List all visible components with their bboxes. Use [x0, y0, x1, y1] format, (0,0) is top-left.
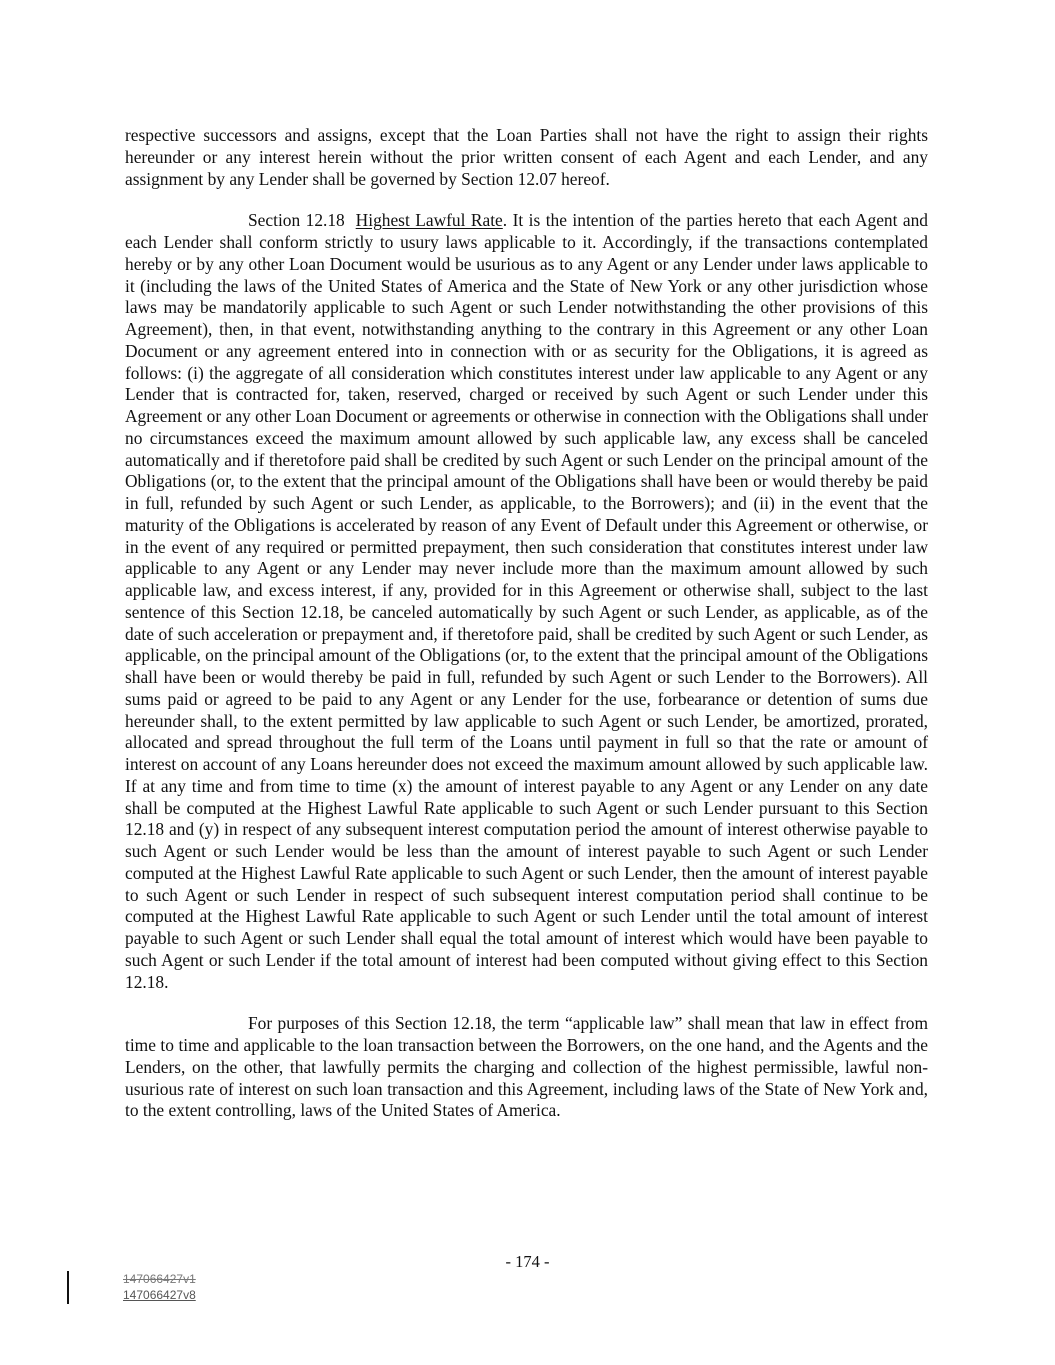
paragraph-applicable-law-definition: For purposes of this Section 12.18, the term “applicable law” shall mean that law in effect from time to time and applicable to the loan transaction between the Borrowers, on the one hand, and the Agents and the Lenders, on the other, that lawfully permits the charging and collection of the highest permissible, lawful non-usurious rate of interest on such loan transaction and this Agreement, including laws of the State of New York and, to the extent controlling, laws of the United States of America. — [125, 1013, 928, 1121]
section-title: Highest Lawful Rate — [355, 210, 503, 231]
page-body — [125, 125, 928, 1122]
section-body: . It is the intention of the parties hereto that each Agent and each Lender shall conform strictly to usury laws applicable to it. Accordingly, if the transactions contemplated hereby or by any other Loan Document would be usurious as to any Agent or any Lender under laws applicable to it (including the laws of the United States of America and the State of New York or any other jurisdiction whose laws may be mandatorily applicable to such Agent or such Lender notwithstanding the other provisions of this Agreement), then, in that event, notwithstanding anything to the contrary in this Agreement or any other Loan Document or any agreement entered into in connection with or as security for the Obligations, it is agreed as follows: (i) the aggregate of all consideration which constitutes interest under law applicable to any Agent or any Lender that is contracted for, taken, reserved, charged or received by such Agent or such Lender under this Agreement or any other Loan Document or agreements or otherwise in connection with the Obligations shall under no circumstances exceed the maximum amount allowed by such applicable law, any excess shall be canceled automatically and if theretofore paid shall be credited by such Agent or such Lender on the principal amount of the Obligations (or, to the extent that the principal amount of the Obligations shall have been or would thereby be paid in full, refunded by such Agent or such Lender, as applicable, to the Borrowers); and (ii) in the event that the maturity of the Obligations is accelerated by reason of any Event of Default under this Agreement or otherwise, or in the event of any required or permitted prepayment, then such consideration that constitutes interest under law applicable to any Agent or any Lender may never include more than the maximum amount allowed by such applicable law, and excess interest, if any, provided for in this Agreement or otherwise shall, subject to the last sentence of this Section 12.18, be canceled automatically by such Agent or such Lender, as applicable, as of the date of such acceleration or prepayment and, if theretofore paid, shall be credited by such Agent or such Lender, as applicable, on the principal amount of the Obligations (or, to the extent that the principal amount of the Obligations shall have been or would thereby be paid in full, refunded by such Agent or such Lender to the Borrowers). All sums paid or agreed to be paid to any Agent or any Lender for the use, forbearance or detention of sums due hereunder shall, to the extent permitted by law applicable to such Agent or such Lender, be amortized, prorated, allocated and spread throughout the full term of the Loans until payment in full so that the rate or amount of interest on account of any Loans hereunder does not exceed the maximum amount allowed by such applicable law. If at any time and from time to time (x) the amount of interest payable to any Agent or any Lender on any date shall be computed at the Highest Lawful Rate applicable to such Agent or such Lender pursuant to this Section 12.18 and (y) in respect of any subsequent interest computation period the amount of interest otherwise payable to such Agent or such Lender would be less than the amount of interest payable to such Agent or such Lender computed at the Highest Lawful Rate applicable to such Agent or such Lender, then the amount of interest payable to such Agent or such Lender in respect of such subsequent interest computation period shall continue to be computed at the Highest Lawful Rate applicable to such Agent or such Lender until the total amount of interest payable to such Agent or such Lender shall equal the total amount of interest which would have been payable to such Agent or such Lender if the total amount of interest had been computed without giving effect to this Section 12.18. — [125, 210, 929, 992]
document-id-old: 147066427v1 — [123, 1272, 196, 1286]
paragraph-spacer — [125, 993, 928, 1013]
revision-change-bar — [67, 1271, 69, 1304]
paragraph-spacer — [125, 190, 928, 210]
page-number: - 174 - — [505, 1252, 550, 1271]
section-number: Section 12.18 — [248, 210, 345, 231]
document-id-new: 147066427v8 — [123, 1288, 196, 1302]
document-id-block — [123, 1271, 196, 1303]
paragraph-continuation: respective successors and assigns, except that the Loan Parties shall not have the right to assign their rights hereunder or any interest herein without the prior written consent of each Agent and each Lender, and any assignment by any Lender shall be governed by Section 12.07 hereof. — [125, 125, 928, 189]
section-12-18-paragraph — [125, 210, 928, 993]
